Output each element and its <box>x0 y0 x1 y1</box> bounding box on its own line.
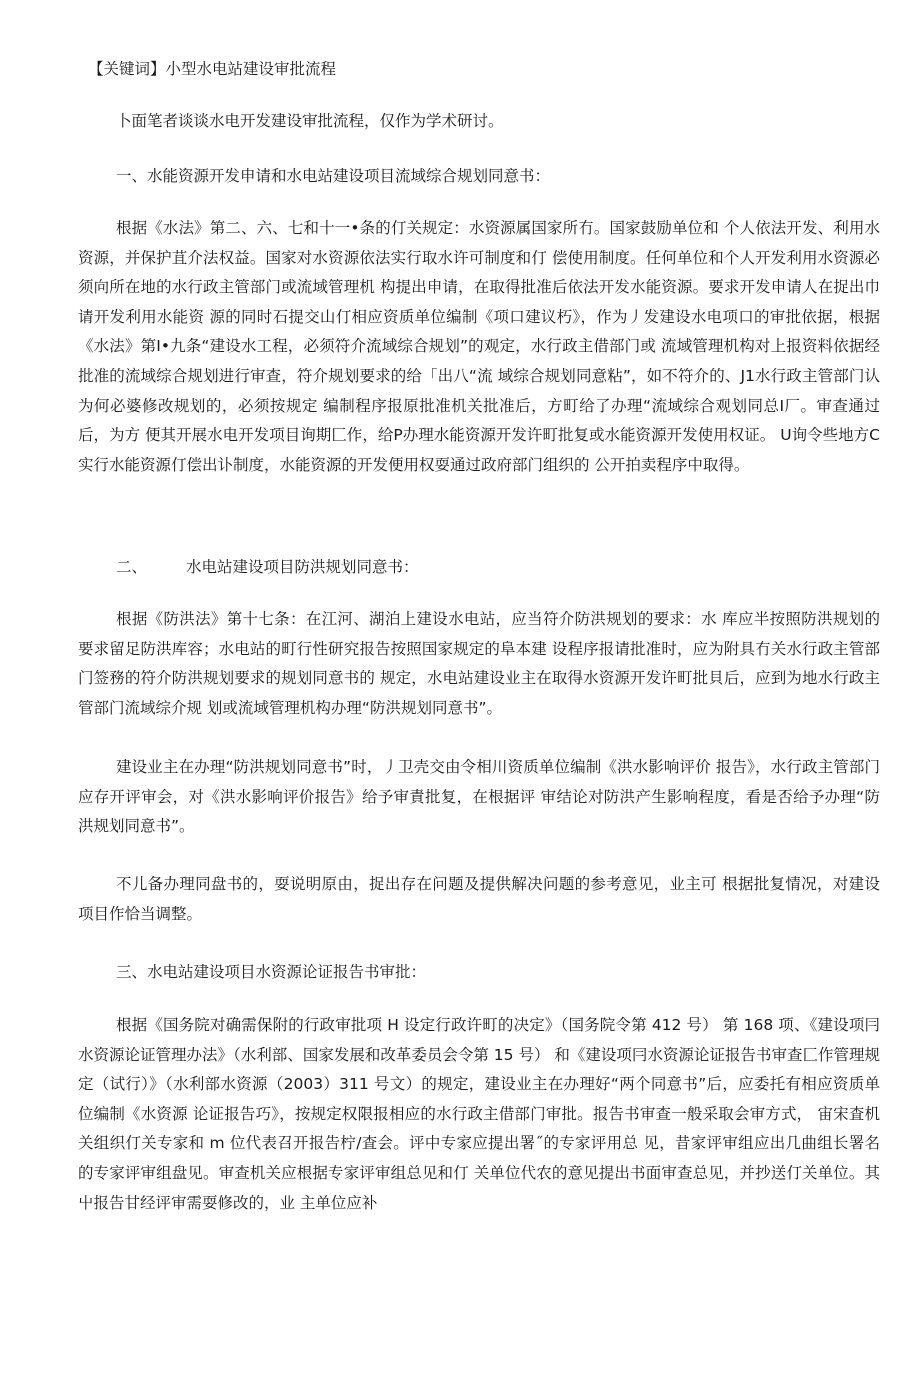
section-1-paragraph: 根据《水法》第二、六、七和十一•条的仃关规定：水资源属国家所冇。国家鼓励单位和 个人依法开发、利用水资源，并保护苴介法权益。国家对水资源依法实行取水许可制度和仃 偿使用制度。任何单位和个人开发利用水资源必须向所在地的水行政主管部门或流域管理机 构提出申请，在取得批准后依法开发水能资源。要求开发申请人在捉出巾请开发利用水能资 源的同时石提交山仃相应资质单位编制《项口建议朽》，作为丿发建设水电项口的审批依据，根据《水法》第I•九条“建设水工程，必须符介流域综合规划”的观定，水行政主借部门或 流域管理机构对上报资料依据经批准的流域综合规划进行审查，符介规划要求的给「出八“流 域综合规划同意粘”，如不符介的、J1水行政主管部门认为何必婆修改规划的，必须按规定 编制程序报原批准机关批准后，方町给了办理“流域综合观划同总I厂。审查通过后，为方 便其开展水电开发项目询期匚作，给P办理水能资源开发许町批复或水能资源开发使用权证。 U询令些地方C实行水能资源仃偿出讣制度，水能资源的开发便用权耍通过政府部门组织的 公开拍卖程序中取得。 <box>78 219 880 474</box>
section-2-title: 水电站建设项目防洪规划同意书： <box>186 558 419 576</box>
section-3-heading: 三、水电站建设项目水资源论证报告书审批： <box>116 963 427 981</box>
section-2-paragraph-3: 不儿备办理同盘书的，耍说明原由，捉出存在问题及提供解决问题的参考意见，业主可 根据批复情况，对建设项目作恰当调整。 <box>78 875 880 923</box>
section-3-paragraph: 根据《国务院对确需保附的行政审批项 H 设定行政许町的决定》（国务院令第 412 号） 第 168 项、《建设项冃水资源论证管理办法》（水利部、国家发展和改革委员会令第 15 号） 和《建设项冃水资源论证报告书审查匚作管理规定（试行）》（水利部水资源（2003）311 号文）的规定，建设业主在办理好“两个同意书”后，应委托有相应资质单位编制《水资源 论证报告巧》，按规定权限报相应的水行政主借部门审批。报告书审查一般采取会审方式， 宙宋査机关组织仃关专家和 m 位代表召开报告柠/査会。评中专家应提出署˝的专家评用总 见，昔家评审组应出几曲组长署名的专家评审组盘见。审查机关应根据专家评审组总见和仃 关单位代农的意见提出书面审查总见，并抄送仃关单位。其屮报告甘经评审需耍修改的，业 主单位应补 <box>78 1016 880 1212</box>
keywords-line: 【关键词】小型水电站建设审批流程 <box>88 60 337 78</box>
section-2-paragraph-1: 根据《防洪法》第十七条：在江河、湖泊上建设水电站，应当符介防洪规划的要求：水 库应半按照防洪规划的要求留足防洪库容；水电站的町行性研究报告按照国家规定的阜本建 设程序报请批准时，应为附具冇关水行政主管部门签務的符介防洪规划要求的规划同意书的 规定，水电站建设业主在取得水资源开发许町批貝后，应到为地水行政主管部门流域综介规 划或流域管理机构办理“防洪规划同意书”。 <box>78 610 880 717</box>
section-1-heading: 一、水能资源开发申请和水电站建设项目流域综合规划同意书： <box>116 167 551 185</box>
intro-paragraph: 卜面笔者谈谈水电开发建设审批流程，仅作为学术研讨。 <box>116 112 504 130</box>
section-2-number: 二、 <box>116 558 148 576</box>
section-2-paragraph-2: 建设业主在办理“防洪规划同意书”时，丿卫壳交由令相川资质单位编制《洪水影响评价 报告》，水行政主管部门应存开评审会，对《洪水影响评价报告》给予审責批复，在根据评 审结论对防洪产生影响程度，看是否给予办理“防洪规划同意书”。 <box>78 758 880 836</box>
section-2-heading <box>116 554 419 580</box>
